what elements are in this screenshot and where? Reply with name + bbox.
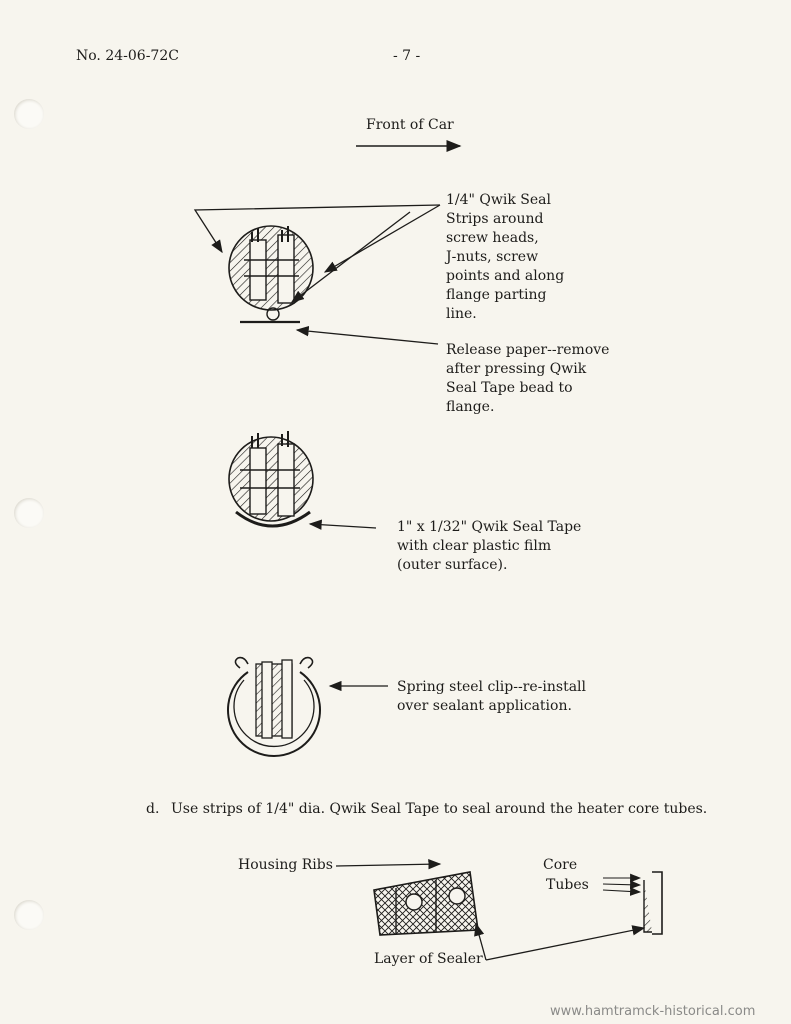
callout-line: Seal Tape bead to <box>446 380 573 396</box>
callout-line: line. <box>446 306 477 322</box>
callout-line: screw heads, <box>446 230 539 246</box>
callout-line: J-nuts, screw <box>446 249 539 265</box>
callout-line: (outer surface). <box>397 557 508 573</box>
callout-line: Strips around <box>446 211 544 227</box>
step-d-text: Use strips of 1/4" dia. Qwik Seal Tape to seal around the heater core tubes. <box>171 801 708 817</box>
figure-2-seal-section <box>229 431 376 528</box>
callout-line: after pressing Qwik <box>446 361 587 377</box>
figure-4-housing-ribs <box>336 864 662 960</box>
callout-line: flange parting <box>446 287 547 303</box>
front-of-car-label: Front of Car <box>366 117 454 133</box>
callout-line: over sealant application. <box>397 698 572 714</box>
tubes-label: Tubes <box>546 877 589 893</box>
housing-ribs-label: Housing Ribs <box>238 857 333 873</box>
callout-line: Spring steel clip--re-install <box>397 679 586 695</box>
figure-3-spring-clip <box>228 658 388 756</box>
callout-line: Release paper--remove <box>446 342 610 358</box>
callout-line: 1" x 1/32" Qwik Seal Tape <box>397 519 582 535</box>
document-number: No. 24-06-72C <box>76 48 179 64</box>
callout-line: with clear plastic film <box>397 538 552 554</box>
callout-line: points and along <box>446 268 565 284</box>
layer-of-sealer-label: Layer of Sealer <box>374 951 483 967</box>
site-watermark: www.hamtramck-historical.com <box>550 1004 756 1019</box>
callout-line: 1/4" Qwik Seal <box>446 192 551 208</box>
figure-1-seal-section <box>195 205 440 344</box>
core-label: Core <box>543 857 578 873</box>
step-d-letter: d. <box>146 801 160 817</box>
callout-line: flange. <box>446 399 495 415</box>
page-number: - 7 - <box>393 48 421 64</box>
